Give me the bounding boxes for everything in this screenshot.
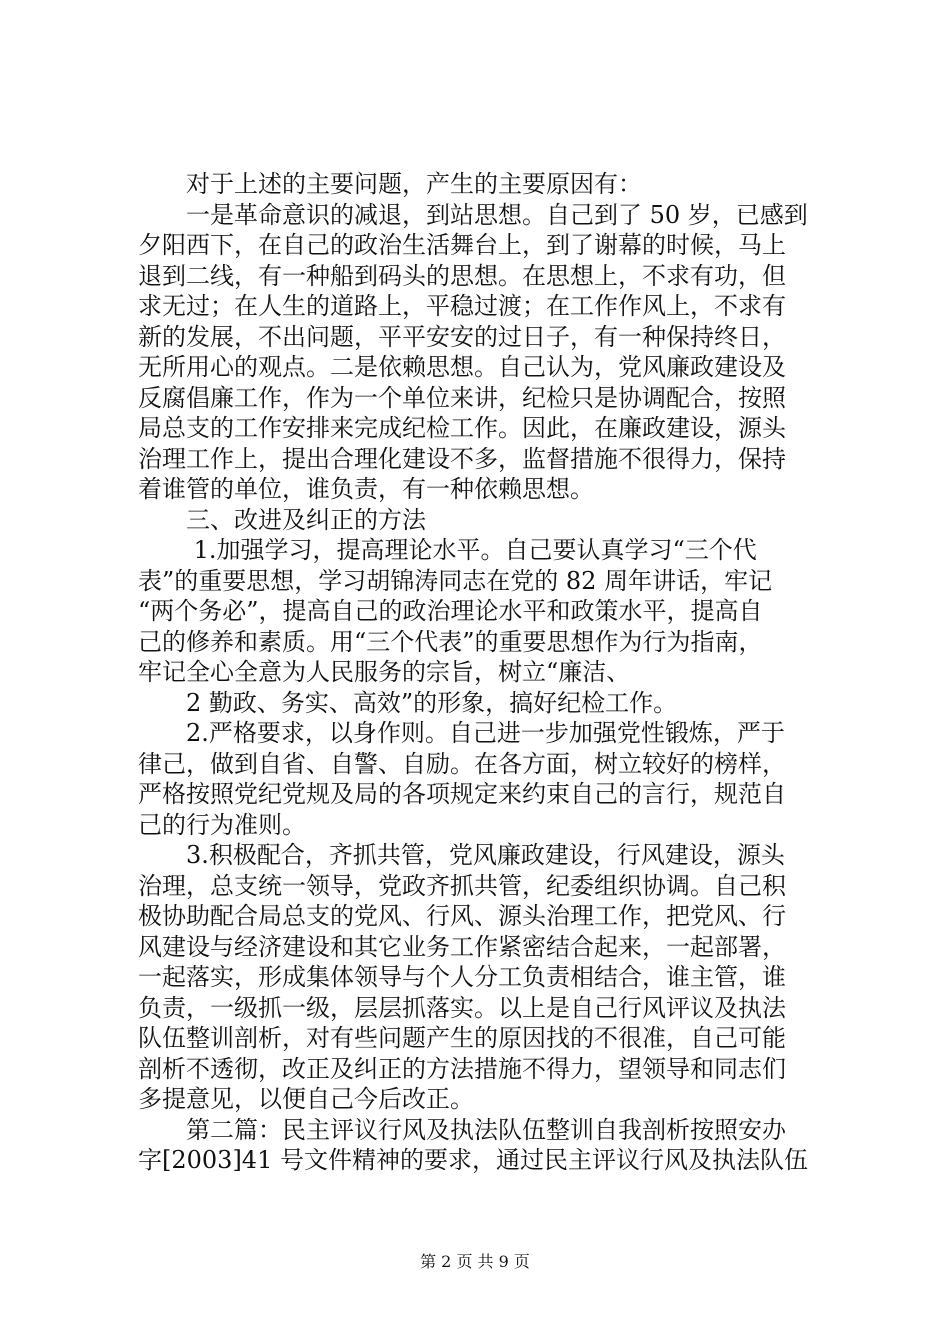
- text-line: 剖析不透彻，改正及纠正的方法措施不得力，望领导和同志们: [138, 1054, 786, 1083]
- text-line: 对于上述的主要问题，产生的主要原因有：: [138, 170, 642, 198]
- text-line: 求无过；在人生的道路上，平稳过渡；在工作作风上，不求有: [138, 292, 786, 320]
- text-line: 队伍整训剖析，对有些问题产生的原因找的不很准，自己可能: [138, 1024, 786, 1052]
- text-line: 1.加强学习，提高理论水平。自己要认真学习“三个代: [138, 536, 757, 564]
- text-line: 三、改进及纠正的方法: [138, 505, 426, 534]
- text-line: 牢记全心全意为人民服务的宗旨，树立“廉洁、: [138, 658, 631, 686]
- text-line: 字[2003]41 号文件精神的要求，通过民主评议行风及执法队伍: [138, 1146, 808, 1174]
- text-line: 一是革命意识的减退，到站思想。自己到了 50 岁，已感到: [138, 200, 808, 229]
- text-line: 3.积极配合，齐抓共管，党风廉政建设，行风建设，源头: [138, 841, 785, 869]
- text-line: 无所用心的观点。二是依赖思想。自己认为，党风廉政建设及: [138, 353, 786, 381]
- text-line: 律己，做到自省、自警、自励。在各方面，树立较好的榜样，: [138, 749, 786, 778]
- text-line: 表”的重要思想，学习胡锦涛同志在党的 82 周年讲话，牢记: [138, 566, 773, 595]
- text-line: 夕阳西下，在自己的政治生活舞台上，到了谢幕的时候，马上: [138, 231, 786, 259]
- text-line: 退到二线，有一种船到码头的思想。在思想上，不求有功，但: [138, 261, 786, 290]
- text-line: 多提意见，以便自己今后改正。: [138, 1085, 474, 1113]
- text-line: 极协助配合局总支的党风、行风、源头治理工作，把党风、行: [138, 902, 786, 930]
- text-line: 局总支的工作安排来完成纪检工作。因此，在廉政建设，源头: [138, 414, 786, 442]
- text-line: 治理，总支统一领导，党政齐抓共管，纪委组织协调。自己积: [138, 871, 786, 900]
- text-line: “两个务必”，提高自己的政治理论水平和政策水平，提高自: [138, 597, 763, 625]
- text-line: 负责，一级抓一级，层层抓落实。以上是自己行风评议及执法: [138, 993, 786, 1022]
- text-line: 严格按照党纪党规及局的各项规定来约束自己的言行，规范自: [138, 780, 786, 808]
- document-body: [138, 169, 838, 1176]
- text-line: 第二篇：民主评议行风及执法队伍整训自我剖析按照安办: [138, 1115, 786, 1144]
- text-line: 反腐倡廉工作，作为一个单位来讲，纪检只是协调配合，按照: [138, 383, 786, 412]
- text-line: 风建设与经济建设和其它业务工作紧密结合起来，一起部署，: [138, 932, 786, 961]
- text-line: 己的行为准则。: [138, 810, 306, 839]
- text-line: 2 勤政、务实、高效”的形象，搞好纪检工作。: [138, 688, 678, 717]
- text-line: 新的发展，不出问题，平平安安的过日子，有一种保持终日，: [138, 322, 786, 351]
- text-line: 己的修养和素质。用“三个代表”的重要思想作为行为指南，: [138, 627, 763, 656]
- text-line: 治理工作上，提出合理化建设不多，监督措施不很得力，保持: [138, 444, 786, 473]
- text-line: 着谁管的单位，谁负责，有一种依赖思想。: [138, 475, 594, 503]
- text-line: 2.严格要求，以身作则。自己进一步加强党性锻炼，严于: [138, 719, 785, 747]
- text-line: 一起落实，形成集体领导与个人分工负责相结合，谁主管，谁: [138, 963, 786, 991]
- page-footer: 第 2 页 共 9 页: [420, 1252, 530, 1271]
